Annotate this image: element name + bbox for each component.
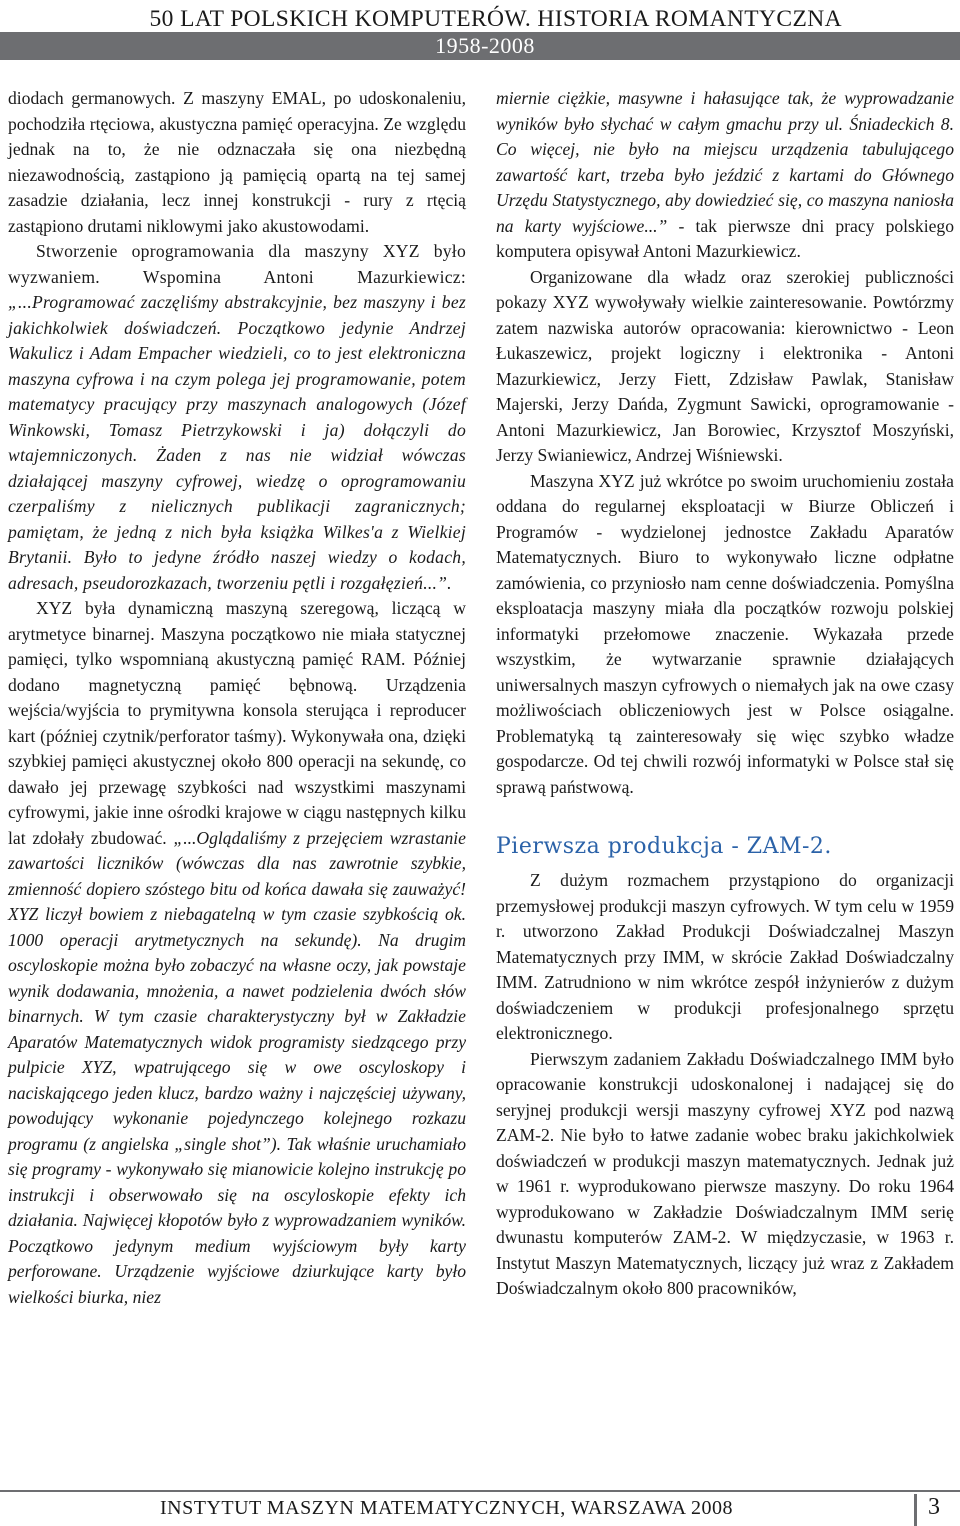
page-number: 3 bbox=[928, 1494, 940, 1520]
header-title: 50 LAT POLSKICH KOMPUTERÓW. HISTORIA ROMANTYCZNA bbox=[149, 6, 842, 32]
right-paragraph-1-tail: - tak pierwsze dni pracy polskiego komputera opisywał Antoni Mazurkiewicz. bbox=[496, 215, 954, 261]
right-paragraph-1 bbox=[496, 86, 954, 265]
left-paragraph-2 bbox=[8, 239, 466, 596]
left-paragraph-3 bbox=[8, 596, 466, 1310]
right-paragraph-3: Maszyna XYZ już wkrótce po swoim uruchomieniu została oddana do regularnej eksploatacji w Biurze Obliczeń i Programów - wydzielonej jednostce Zakładu Aparatów Matematycznych. Biuro to wykonywało liczne odpłatne zamówienia, co przyniosło nam cenne doświadczenia. Pomyślna eksploatacja maszyny miała dla początków rozwoju polskiej informatyki przełomowe znaczenie. Wykazała przede wszystkim, że wytwarzanie sprawnie działających uniwersalnych maszyn cyfrowych o niemałych jak na owe czasy możliwościach obliczeniowych jest w Polsce osiągalne. Problematyką tą zainteresowały się więc szybko władze gospodarcze. Od tej chwili rozwój informatyki w Polsce stał się sprawą państwową. bbox=[496, 470, 954, 797]
right-paragraph-5: Pierwszym zadaniem Zakładu Doświadczalnego IMM było opracowanie konstrukcji udoskonalonej i nadającej się do seryjnej produkcji wersji maszyny cyfrowej XYZ pod nazwą ZAM-2. Nie było to łatwe zadanie wobec braku jakichkolwiek doświadczeń w produkcji maszyn matematycznych. Jednak już w 1961 r. wyprodukowano pierwsze maszyny. Do roku 1964 wyprodukowano w Zakładzie Doświadczalnym IMM serię dwunastu komputerów ZAM-2. W międzyczasie, w 1963 r. Instytut Maszyn Matematycznych, liczący już wraz z Zakładem Doświadczalnym około 800 pracowników, bbox=[496, 1048, 954, 1298]
header-years: 1958-2008 bbox=[435, 33, 535, 58]
left-paragraph-2-intro: Stworzenie oprogramowania dla maszyny XYZ było wyzwaniem. Wspomina Antoni Mazurkiewicz: bbox=[8, 241, 466, 287]
page-header bbox=[0, 0, 960, 64]
right-column bbox=[496, 86, 954, 1302]
right-paragraph-2: Organizowane dla władz oraz szerokiej publiczności pokazy XYZ wywoływały wielkie zainteresowanie. Powtórzmy zatem nazwiska autorów opracowania: kierownictwo - Leon Łukaszewicz, projekt logiczny i elektronika - Antoni Mazurkiewicz, Jerzy Fiett, Zdzisław Pawlak, Stanisław Majerski, Jerzy Dańda, Zygmunt Sawicki, oprogramowanie - Antoni Mazurkiewicz, Jan Borowiec, Krzysztof Moszyński, Jerzy Swianiewicz, Andrzej Wiśniewski. bbox=[496, 266, 954, 465]
right-paragraph-1-quote: miernie ciężkie, masywne i hałasujące tak, że wyprowadzanie wyników było słychać w całym gmachu przy ul. Śniadeckich 8. Co więcej, nie było na miejscu urządzenia tabulującego zawartość kart, trzeba było jeździć z kartami do Głównego Urzędu Statystycznego, aby dowiedzieć się, co maszyna naniosła na karty wyjściowe...” bbox=[496, 88, 954, 236]
left-column bbox=[8, 86, 466, 1310]
left-paragraph-3-quote: „...Oglądaliśmy z przejęciem wzrastanie zawartości liczników (wówczas dla nas zawrotnie szybkie, zmienność dopiero szóstego bitu od końca dawała się zauważyć! XYZ liczył bowiem z niebagatelną w tym czasie szybkością ok. 1000 operacji arytmetycznych na sekundę). Na drugim oscyloskopie można było zobaczyć na własne oczy, jak powstaje wynik dodawania, mnożenia, a nawet podzielenia dwóch słów binarnych. W tym czasie charakterystyczny był w Zakładzie Aparatów Matematycznych widok programisty siedzącego przy pulpicie XYZ, wpatrującego się w owe oscyloskopy i naciskającego jeden klucz, bardzo ważny i najczęściej używany, powodujący wykonanie pojedynczego kolejnego rozkazu programu (z angielska „single shot”). Tak właśnie uruchamiało się programy - wykonywało się mianowicie kolejno instrukcję po instrukcji i obserwowało się na oscyloskopie efekty ich działania. Najwięcej kłopotów było z wyprowadzaniem wyników. Początkowo jedynym medium wyjściowym były karty perforowane. Urządzenie wyjściowe dziurkujące karty było wielkości biurka, niez bbox=[8, 827, 466, 1307]
left-paragraph-1: diodach germanowych. Z maszyny EMAL, po udoskonaleniu, pochodziła rtęciowa, akustyczna pamięć operacyjna. Ze względu jednak na to, że nie odznaczała się ona niezbędną niezawodnością, zastąpiono ją pamięcią opartą na tej samej zasadzie działania, lecz innej konstrukcji - rury z rtęcią zastąpiono drutami niklowymi jako akustowodami. bbox=[8, 88, 466, 236]
left-paragraph-3-intro: XYZ była dynamiczną maszyną szeregową, liczącą w arytmetyce binarnej. Maszyna początkowo nie miała statycznej pamięci, tylko wspomnianą akustyczną pamięć RAM. Później dodano magnetyczną pamięć bębnową. Urządzenia wejścia/wyjścia to prymitywna konsola sterująca i reproducer kart (później czytnik/perforator taśmy). Wykonywała ona, dzięki szybkiej pamięci akustycznej około 800 operacji na sekundę, co dawało jej przewagę szybkości nad wszystkimi maszynami cyfrowymi, jakie inne ośrodki krajowe w ciągu następnych kilku lat zdołały zbudować. bbox=[8, 598, 466, 848]
left-paragraph-2-quote: „...Programować zaczęliśmy abstrakcyjnie, bez maszyny i bez jakichkolwiek doświadczeń. Początkowo jedynie Andrzej Wakulicz i Adam Empacher wiedzieli, co to jest elektroniczna maszyna cyfrowa i na czym polega jej programowanie, potem matematycy pracujący przy maszynach analogowych (Józef Winkowski, Tomasz Pietrzykowski i ja) dołączyli do wtajemniczonych. Żaden z nas nie widział wówczas działającej maszyny cyfrowej, wiedzę o oprogramowaniu czerpaliśmy z nielicznych publikacji zagranicznych; pamiętam, że jedną z nich była książka Wilkes'a z Wielkiej Brytanii. Było to jedyne źródło naszej wiedzy o kodach, adresach, pseudorozkazach, tworzeniu pętli i rozgałęzień...”. bbox=[8, 292, 466, 593]
section-heading: Pierwsza produkcja - ZAM-2. bbox=[496, 834, 832, 859]
footer-institution: INSTYTUT MASZYN MATEMATYCZNYCH, WARSZAWA 2008 bbox=[160, 1497, 733, 1519]
footer-rule bbox=[0, 1490, 960, 1492]
right-paragraph-4: Z dużym rozmachem przystąpiono do organizacji przemysłowej produkcji maszyn cyfrowych. W tym celu w 1959 r. utworzono Zakład Produkcji Doświadczalnej Maszyn Matematycznych przy IMM, w skrócie Zakład Doświadczalny IMM. Zatrudniono w nim wkrótce zespół inżynierów z dużym doświadczeniem w produkcji profesjonalnego sprzętu elektronicznego. bbox=[496, 870, 954, 1043]
